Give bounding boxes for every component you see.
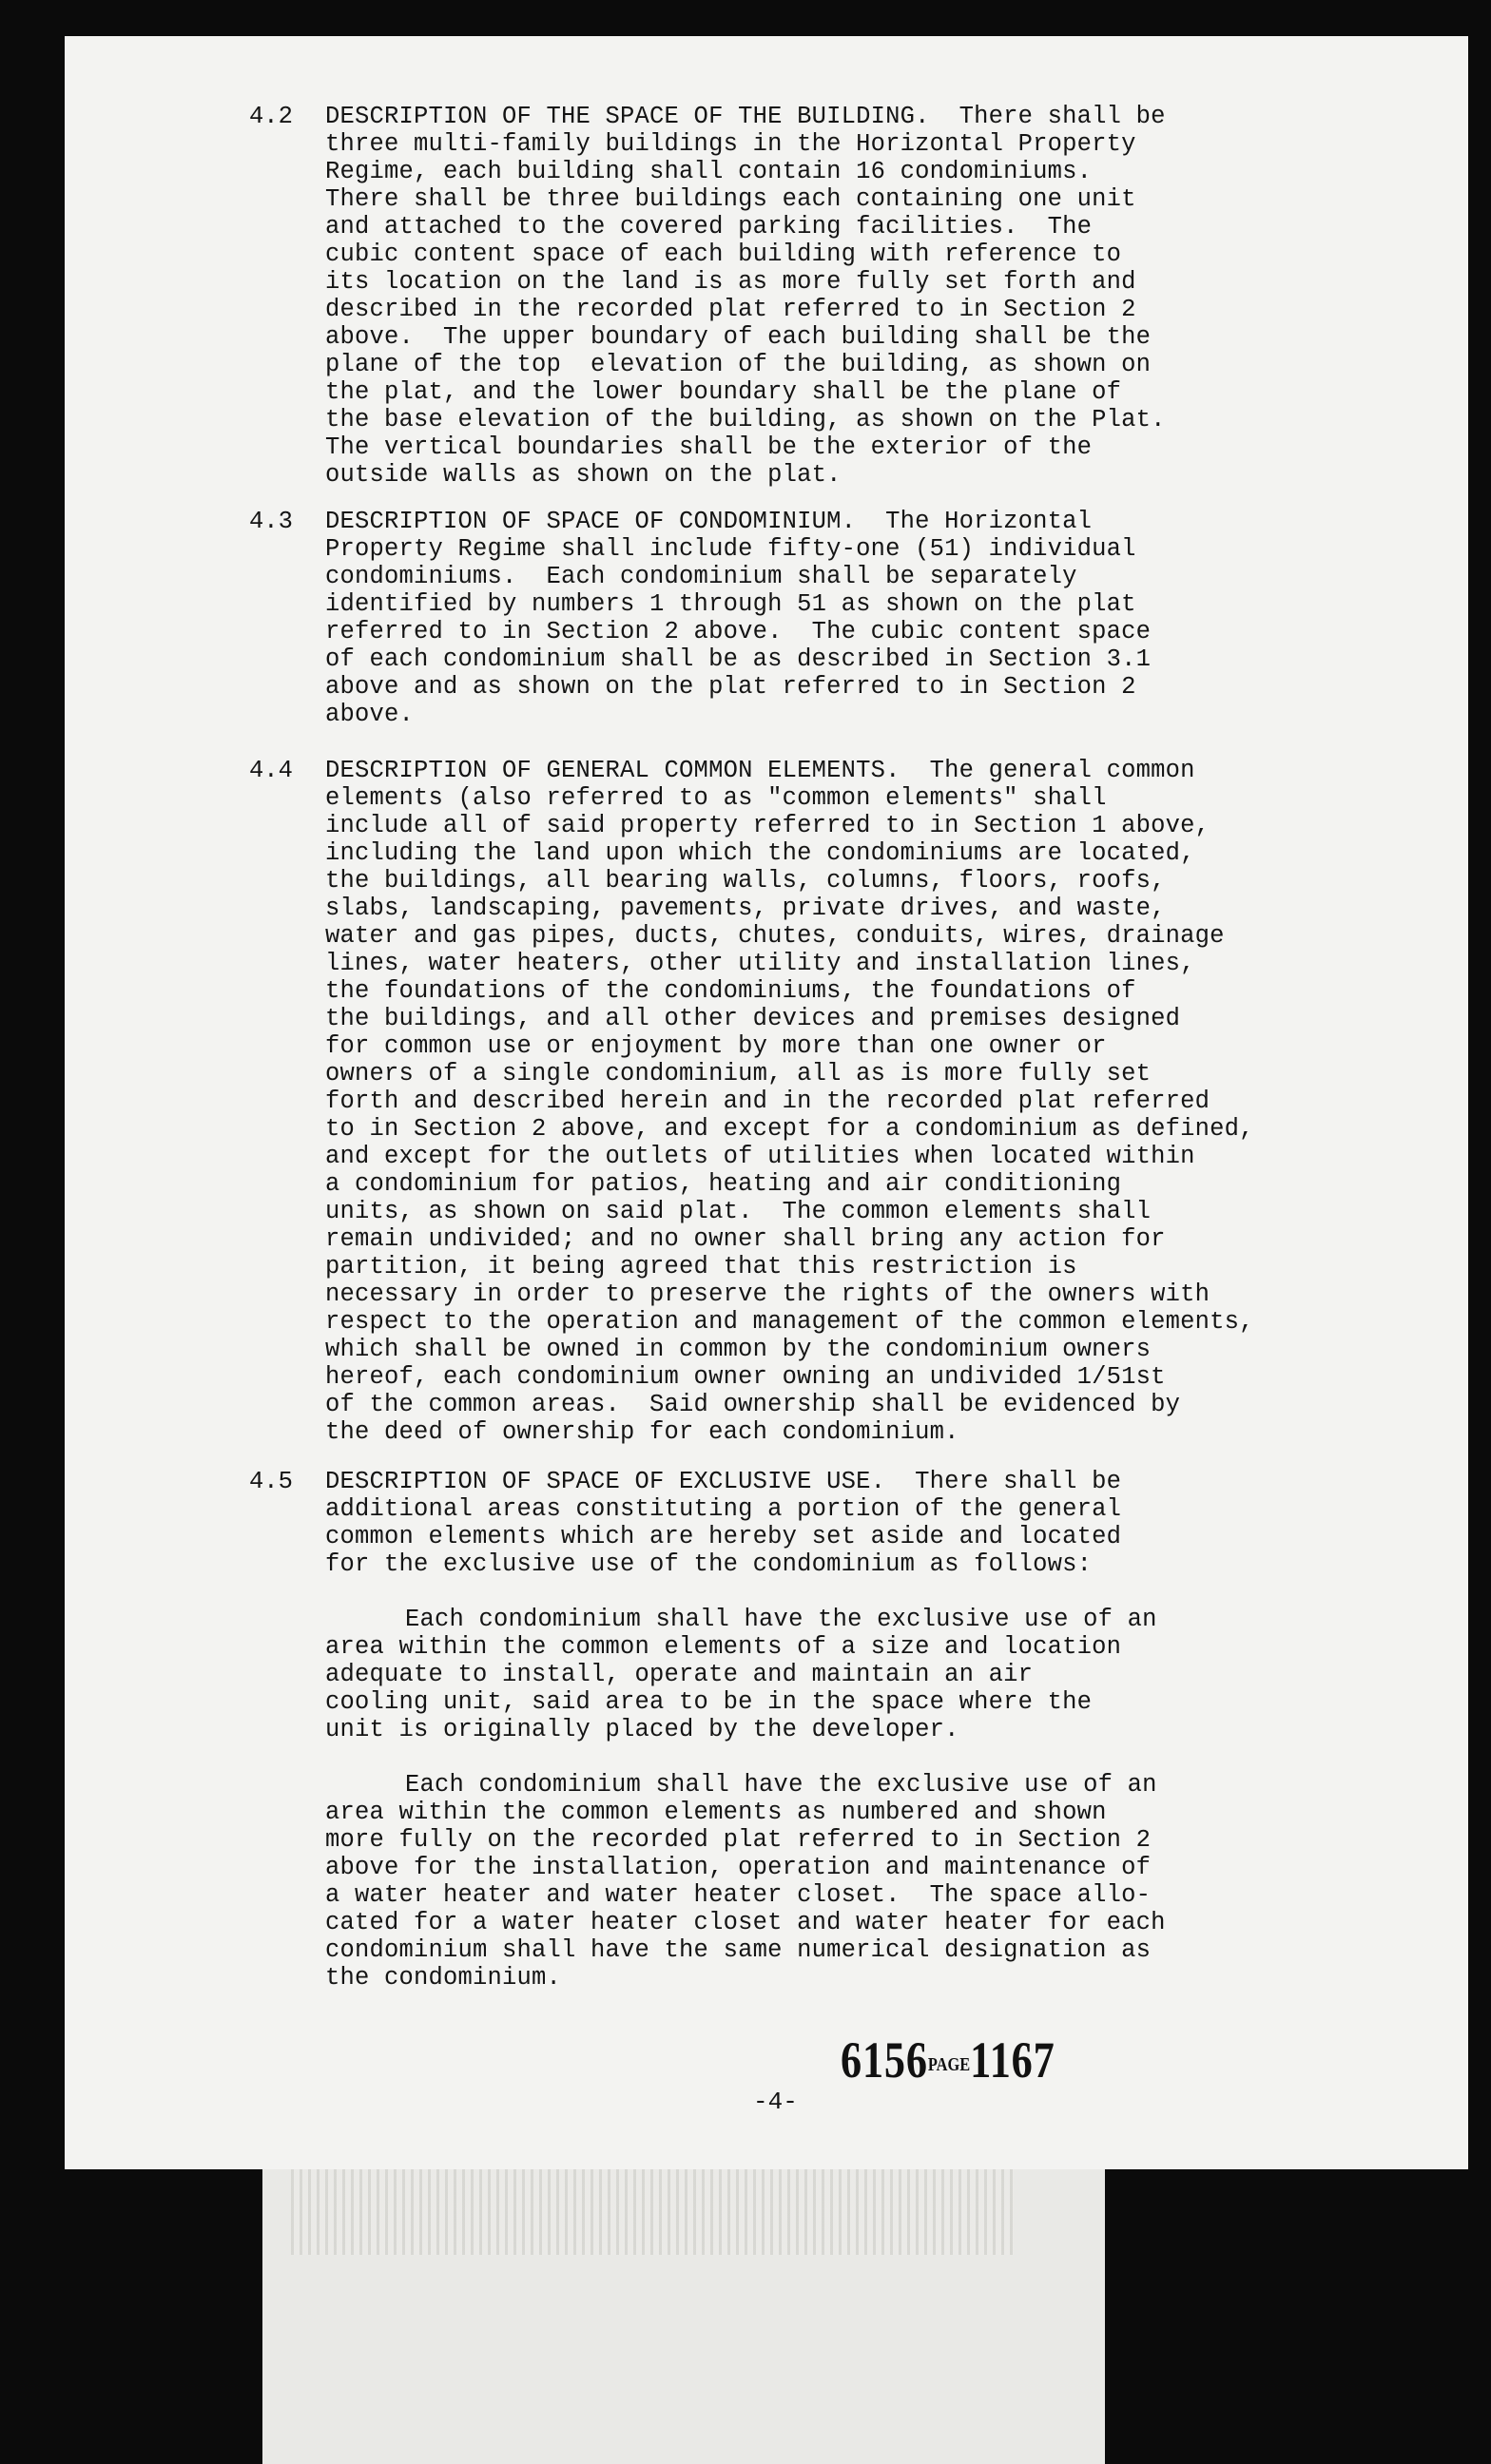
text-line: the base elevation of the building, as shown on the Plat. [325,406,1166,433]
text-line: above. [325,701,415,728]
section-4-4 [249,757,1333,1446]
scan-lower-tab [262,2169,1105,2464]
text-line: units, as shown on said plat. The common elements shall [325,1198,1152,1225]
recording-stamp [841,2031,1055,2089]
text-line: above for the installation, operation and maintenance of [325,1854,1152,1881]
text-line: a water heater and water heater closet. The space allo- [325,1881,1152,1909]
text-line: Regime, each building shall contain 16 condominiums. [325,158,1093,185]
text-line: Each condominium shall have the exclusive use of an [405,1771,1157,1799]
text-line: necessary in order to preserve the rights of the owners with [325,1280,1210,1308]
section-number: 4.5 [249,1468,293,1495]
section-text [325,1468,1333,1578]
text-line: DESCRIPTION OF SPACE OF EXCLUSIVE USE. There shall be [325,1468,1122,1495]
text-line: outside walls as shown on the plat. [325,461,842,489]
text-line: water and gas pipes, ducts, chutes, conduits, wires, drainage [325,922,1225,950]
scan-noise [291,2169,1014,2255]
text-line: the buildings, all bearing walls, columns, floors, roofs, [325,867,1166,895]
section-text [325,508,1333,728]
text-line: the buildings, and all other devices and premises designed [325,1005,1181,1032]
text-line: The vertical boundaries shall be the exterior of the [325,433,1093,461]
text-line: of the common areas. Said ownership shall be evidenced by [325,1391,1181,1418]
text-line: include all of said property referred to in Section 1 above, [325,812,1210,839]
text-line: hereof, each condominium owner owning an undivided 1/51st [325,1363,1166,1391]
text-line: above. The upper boundary of each building shall be the [325,323,1152,351]
text-line: condominiums. Each condominium shall be separately [325,563,1077,590]
text-line: the deed of ownership for each condominium. [325,1418,959,1446]
text-line: condominium shall have the same numerical designation as [325,1936,1152,1964]
text-line: which shall be owned in common by the condominium owners [325,1336,1152,1363]
text-line: and attached to the covered parking facilities. The [325,213,1093,241]
section-number: 4.2 [249,103,293,130]
text-line: forth and described herein and in the recorded plat referred [325,1088,1210,1115]
section-number: 4.3 [249,508,293,535]
sub-paragraph [325,1771,1333,1992]
text-line: adequate to install, operate and maintain an air [325,1661,1034,1688]
section-4-5 [249,1468,1333,1992]
section-text [325,103,1333,489]
text-line: lines, water heaters, other utility and installation lines, [325,950,1195,977]
text-line: additional areas constituting a portion of the general [325,1495,1122,1523]
text-line: referred to in Section 2 above. The cubic content space [325,618,1152,645]
text-line: common elements which are hereby set aside and located [325,1523,1122,1550]
text-line: for the exclusive use of the condominium as follows: [325,1550,1093,1578]
text-line: cooling unit, said area to be in the space where the [325,1688,1093,1716]
stamp-page: 1167 [970,2031,1055,2089]
text-line: plane of the top elevation of the building, as shown on [325,351,1152,378]
text-line: unit is originally placed by the developer. [325,1716,959,1743]
text-line: Property Regime shall include fifty-one (51) individual [325,535,1136,563]
text-line: the plat, and the lower boundary shall be the plane of [325,378,1122,406]
text-line: area within the common elements as numbered and shown [325,1799,1107,1826]
text-line: described in the recorded plat referred to in Section 2 [325,296,1136,323]
text-line: including the land upon which the condominiums are located, [325,839,1195,867]
text-line: Each condominium shall have the exclusive use of an [405,1606,1157,1633]
section-number: 4.4 [249,757,293,784]
section-4-2 [249,103,1333,489]
text-line: DESCRIPTION OF GENERAL COMMON ELEMENTS. The general common [325,757,1195,784]
text-line: identified by numbers 1 through 51 as shown on the plat [325,590,1136,618]
text-line: cubic content space of each building with reference to [325,241,1122,268]
text-line: and except for the outlets of utilities when located within [325,1143,1195,1170]
section-4-3 [249,508,1333,728]
text-line: slabs, landscaping, pavements, private drives, and waste, [325,895,1166,922]
stamp-separator: PAGE [927,2054,971,2076]
text-line: DESCRIPTION OF THE SPACE OF THE BUILDING. There shall be [325,103,1166,130]
text-line: respect to the operation and management of the common elements, [325,1308,1254,1336]
text-line: There shall be three buildings each containing one unit [325,185,1136,213]
stamp-book: 6156 [841,2031,928,2089]
text-line: of each condominium shall be as described in Section 3.1 [325,645,1152,673]
text-line: DESCRIPTION OF SPACE OF CONDOMINIUM. The Horizontal [325,508,1093,535]
text-line: for common use or enjoyment by more than one owner or [325,1032,1107,1060]
text-line: more fully on the recorded plat referred to in Section 2 [325,1826,1152,1854]
text-line: area within the common elements of a size and location [325,1633,1122,1661]
text-line: three multi-family buildings in the Horizontal Property [325,130,1136,158]
text-line: to in Section 2 above, and except for a condominium as defined, [325,1115,1254,1143]
text-line: the condominium. [325,1964,562,1992]
text-line: above and as shown on the plat referred to in Section 2 [325,673,1136,701]
text-line: a condominium for patios, heating and air conditioning [325,1170,1122,1198]
text-line: owners of a single condominium, all as is more fully set [325,1060,1152,1088]
text-line: partition, it being agreed that this restriction is [325,1253,1077,1280]
text-line: the foundations of the condominiums, the foundations of [325,977,1136,1005]
text-line: remain undivided; and no owner shall bring any action for [325,1225,1166,1253]
text-line: cated for a water heater closet and water heater for each [325,1909,1166,1936]
page-number: -4- [753,2088,798,2116]
text-line: its location on the land is as more fully set forth and [325,268,1136,296]
section-text [325,757,1333,1446]
sub-paragraph [325,1606,1333,1743]
text-line: elements (also referred to as "common elements" shall [325,784,1107,812]
